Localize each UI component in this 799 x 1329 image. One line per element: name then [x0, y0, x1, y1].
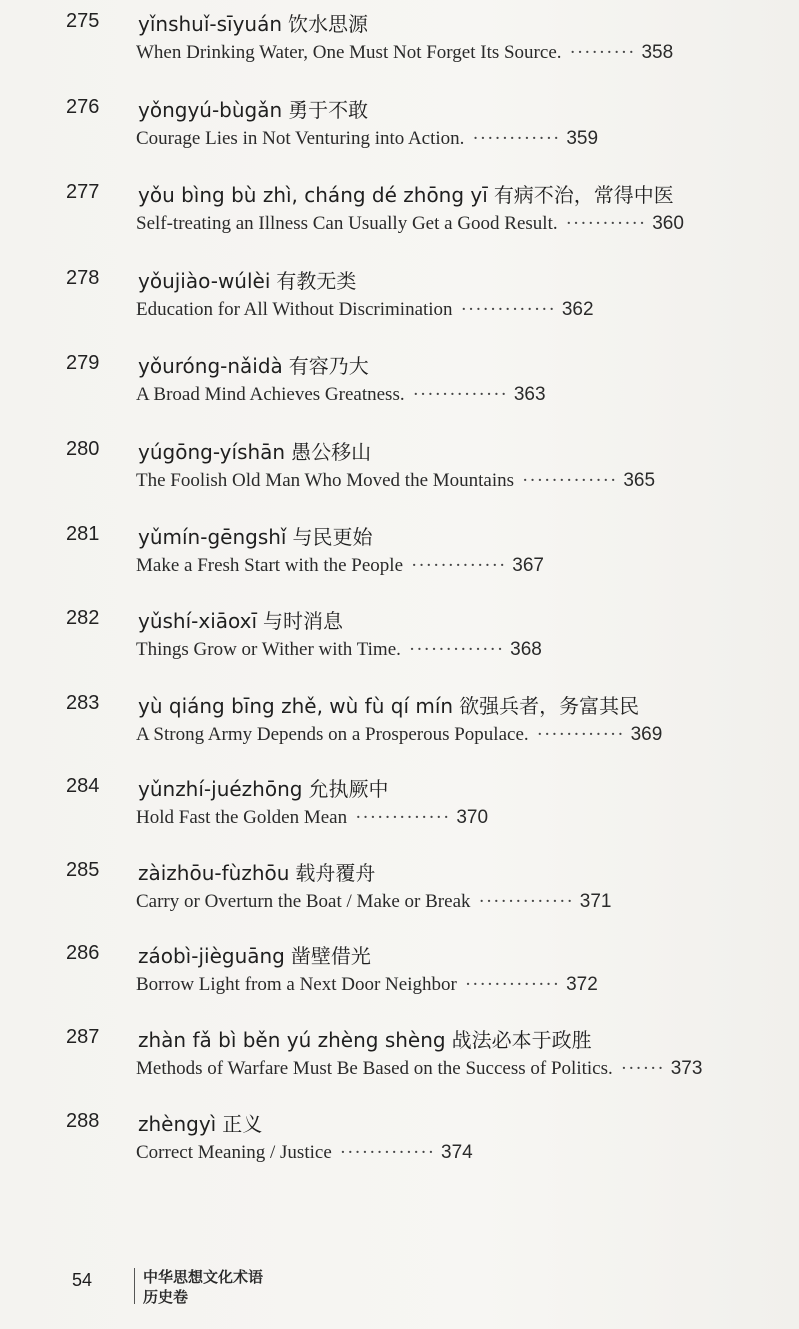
- index-entry-284: [0, 765, 799, 849]
- entry-number: 280: [66, 438, 100, 460]
- entry-heading: [138, 1024, 778, 1053]
- dot-leader: ·············: [522, 470, 618, 491]
- index-entry-278: [0, 257, 799, 341]
- entry-translation-line: [136, 470, 776, 492]
- entry-translation-line: [136, 639, 776, 661]
- entry-translation-line: [136, 891, 776, 913]
- entry-page-ref: 374: [441, 1142, 473, 1163]
- dot-leader: ·············: [339, 1142, 436, 1163]
- entry-english: When Drinking Water, One Must Not Forget Its Source.: [136, 42, 562, 63]
- entry-translation-line: [136, 807, 776, 829]
- entry-hanzi: 有教无类: [276, 269, 357, 293]
- entry-pinyin: zhàn fǎ bì běn yú zhèng shèng: [138, 1028, 446, 1052]
- entry-page-ref: 363: [513, 384, 546, 405]
- entry-pinyin: yǔshí-xiāoxī: [138, 609, 258, 633]
- entry-page-ref: 358: [641, 42, 674, 63]
- dot-leader: ·········: [569, 42, 636, 63]
- dot-leader: ·············: [464, 974, 561, 995]
- footer-divider: [134, 1268, 135, 1304]
- index-entry-285: [0, 849, 799, 933]
- index-entry-287: [0, 1016, 799, 1100]
- entry-heading: [138, 690, 778, 719]
- entry-hanzi: 战法必本于政胜: [451, 1028, 592, 1052]
- entry-number: 282: [66, 607, 100, 629]
- entry-pinyin: yǔnzhí-juézhōng: [138, 777, 303, 801]
- volume-title: 历史卷: [143, 1290, 189, 1306]
- entry-english: Make a Fresh Start with the People: [136, 555, 404, 576]
- entry-page-ref: 365: [623, 470, 656, 491]
- entry-english: Courage Lies in Not Venturing into Action.: [136, 128, 465, 149]
- entry-page-ref: 371: [579, 891, 612, 912]
- index-entry-276: [0, 86, 799, 170]
- entry-page-ref: 372: [566, 974, 598, 995]
- entry-heading: [138, 8, 778, 37]
- entry-hanzi: 欲强兵者，务富其民: [459, 694, 640, 718]
- entry-heading: [138, 521, 778, 550]
- entry-english: A Broad Mind Achieves Greatness.: [136, 384, 405, 405]
- entry-translation-line: [136, 213, 776, 235]
- entry-translation-line: [136, 974, 776, 996]
- entry-pinyin: zhèngyì: [138, 1112, 217, 1136]
- entry-translation-line: [136, 42, 776, 64]
- dot-leader: ···········: [565, 213, 647, 234]
- entry-pinyin: yù qiáng bīng zhě, wù fù qí mín: [138, 694, 454, 718]
- entry-page-ref: 359: [566, 128, 599, 149]
- entry-number: 276: [66, 96, 100, 118]
- entry-number: 278: [66, 267, 100, 289]
- entry-page-ref: 368: [510, 639, 542, 660]
- folio-page-number: 54: [72, 1270, 93, 1290]
- entry-english: Hold Fast the Golden Mean: [136, 807, 348, 828]
- entry-pinyin: zàizhōu-fùzhōu: [138, 861, 290, 885]
- dot-leader: ············: [536, 724, 625, 745]
- entry-english: Methods of Warfare Must Be Based on the Success of Politics.: [136, 1058, 613, 1079]
- dot-leader: ·············: [408, 639, 505, 660]
- entry-number: 281: [66, 523, 100, 545]
- index-entry-283: [0, 682, 799, 766]
- entry-pinyin: yǒujiào-wúlèi: [138, 269, 271, 293]
- entry-translation-line: [136, 1142, 776, 1164]
- entry-number: 277: [66, 181, 100, 203]
- dot-leader: ·············: [411, 555, 507, 576]
- entry-hanzi: 凿壁借光: [290, 944, 371, 968]
- entry-page-ref: 367: [512, 555, 544, 576]
- entry-page-ref: 360: [652, 213, 684, 234]
- entry-pinyin: yǐnshuǐ-sīyuán: [138, 12, 283, 36]
- entry-english: Correct Meaning / Justice: [136, 1142, 332, 1163]
- entry-translation-line: [136, 128, 776, 150]
- entry-pinyin: yǒuróng-nǎidà: [138, 354, 283, 378]
- dot-leader: ·············: [478, 891, 574, 912]
- entry-english: Carry or Overturn the Boat / Make or Break: [136, 891, 471, 912]
- entry-heading: [138, 773, 778, 802]
- entry-heading: [138, 605, 778, 634]
- entry-hanzi: 允执厥中: [308, 777, 389, 801]
- entry-english: Borrow Light from a Next Door Neighbor: [136, 974, 457, 995]
- entry-pinyin: yǔmín-gēngshǐ: [138, 525, 287, 549]
- entry-hanzi: 与时消息: [263, 609, 344, 633]
- index-entry-279: [0, 342, 799, 426]
- entry-heading: [138, 857, 778, 886]
- entry-number: 288: [66, 1110, 100, 1132]
- entry-hanzi: 载舟覆舟: [295, 861, 376, 885]
- entry-number: 287: [66, 1026, 100, 1048]
- entry-hanzi: 有容乃大: [288, 354, 369, 378]
- index-entry-277: [0, 171, 799, 255]
- entry-hanzi: 与民更始: [292, 525, 373, 549]
- dot-leader: ·············: [460, 299, 556, 320]
- entry-pinyin: záobì-jièguāng: [138, 944, 285, 968]
- entry-hanzi: 饮水思源: [288, 12, 369, 36]
- entry-english: The Foolish Old Man Who Moved the Mountains: [136, 470, 515, 491]
- index-entry-280: [0, 428, 799, 512]
- entry-heading: [138, 350, 778, 379]
- page-footer: [0, 1264, 799, 1314]
- entry-number: 284: [66, 775, 100, 797]
- entry-hanzi: 勇于不敢: [288, 98, 369, 122]
- entry-heading: [138, 179, 778, 208]
- series-title: 中华思想文化术语: [143, 1270, 264, 1286]
- entry-heading: [138, 94, 778, 123]
- entry-hanzi: 正义: [222, 1112, 263, 1136]
- index-entry-286: [0, 932, 799, 1016]
- entry-pinyin: yǒngyú-bùgǎn: [138, 98, 283, 122]
- entry-english: A Strong Army Depends on a Prosperous Populace.: [136, 724, 529, 745]
- dot-leader: ······: [620, 1058, 665, 1079]
- dot-leader: ·············: [355, 807, 451, 828]
- entry-translation-line: [136, 384, 776, 406]
- entry-page-ref: 369: [630, 724, 663, 745]
- entry-heading: [138, 436, 778, 465]
- entry-number: 279: [66, 352, 100, 374]
- entry-heading: [138, 940, 778, 969]
- dot-leader: ············: [472, 128, 561, 149]
- entry-heading: [138, 1108, 778, 1137]
- entry-translation-line: [136, 555, 776, 577]
- dot-leader: ·············: [412, 384, 508, 405]
- entry-number: 283: [66, 692, 100, 714]
- index-entry-275: [0, 0, 799, 84]
- entry-english: Self-treating an Illness Can Usually Get a Good Result.: [136, 213, 558, 234]
- entry-english: Things Grow or Wither with Time.: [136, 639, 401, 660]
- index-entry-281: [0, 513, 799, 597]
- index-entry-288: [0, 1100, 799, 1184]
- entry-pinyin: yúgōng-yíshān: [138, 440, 286, 464]
- entry-number: 275: [66, 10, 100, 32]
- entry-page-ref: 373: [670, 1058, 703, 1079]
- entry-number: 286: [66, 942, 100, 964]
- entry-pinyin: yǒu bìng bù zhì, cháng dé zhōng yī: [138, 183, 488, 207]
- entry-hanzi: 愚公移山: [291, 440, 372, 464]
- entry-translation-line: [136, 1058, 776, 1080]
- entry-page-ref: 370: [456, 807, 489, 828]
- entry-number: 285: [66, 859, 100, 881]
- entry-heading: [138, 265, 778, 294]
- entry-english: Education for All Without Discrimination: [136, 299, 453, 320]
- entry-translation-line: [136, 299, 776, 321]
- index-entry-282: [0, 597, 799, 681]
- entry-page-ref: 362: [561, 299, 594, 320]
- entry-translation-line: [136, 724, 776, 746]
- entry-hanzi: 有病不治，常得中医: [493, 183, 674, 207]
